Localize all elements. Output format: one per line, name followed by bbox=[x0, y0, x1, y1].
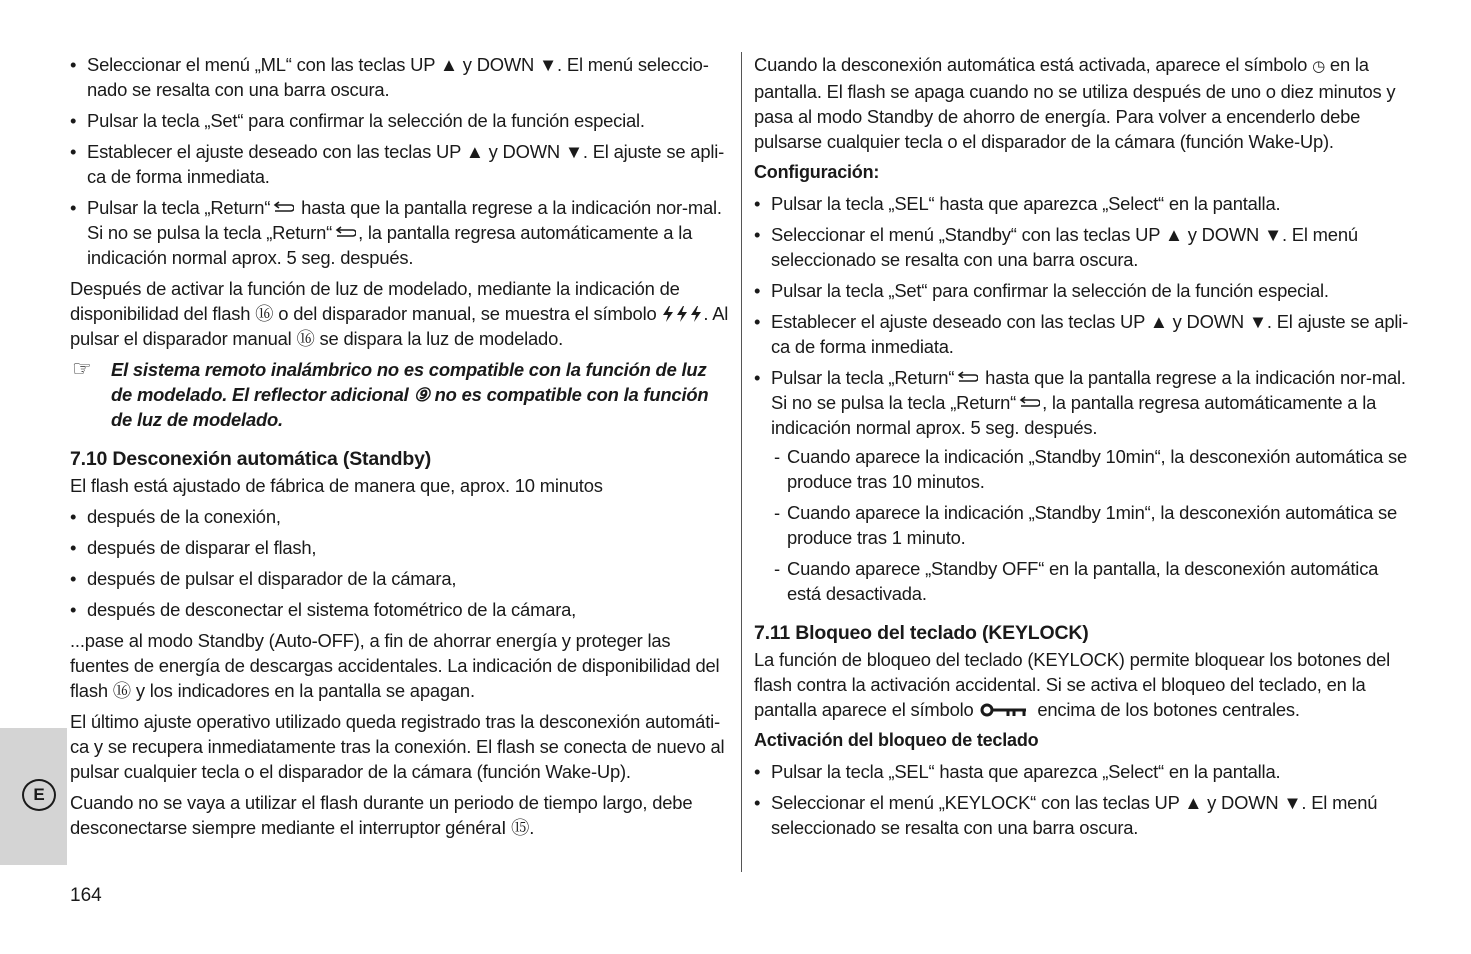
paragraph: Cuando no se vaya a utilizar el flash durante un periodo de tiempo largo, debe desconectarse siempre mediante el interruptor généraI ⑮. bbox=[70, 792, 693, 838]
section-heading-7-11: 7.11 Bloqueo del teclado (KEYLOCK) bbox=[754, 622, 1089, 644]
list-item: • Establecer el ajuste deseado con las teclas UP ▲ y DOWN ▼. El ajuste se apli-ca de forma inmediata. bbox=[754, 309, 1416, 359]
keylock-activation-heading: Activación del bloqueo de teclado bbox=[754, 730, 1039, 750]
paragraph: Cuando la desconexión automática está activada, aparece el símbolo ◷ en la pantalla. El flash se apaga cuando no se utiliza después de uno o diez minutos y pasa al modo Standby de ahorro de energía. Para volver a encenderlo debe pulsarse cualquier tecla o el disparador de la cámara (función Wake-Up). bbox=[754, 54, 1396, 152]
configuration-heading: Configuración: bbox=[754, 162, 880, 182]
paragraph: La función de bloqueo del teclado (KEYLOCK) permite bloquear los botones del flash contra la activación accidental. Si se activa el bloqueo del teclado, en la pantalla aparece el símbolo encima de los botones centrales. bbox=[754, 649, 1391, 720]
list-item: • después de la conexión, bbox=[70, 504, 730, 529]
conditions-list bbox=[70, 504, 730, 622]
list-item: • después de pulsar el disparador de la cámara, bbox=[70, 566, 730, 591]
note-text: El sistema remoto inalámbrico no es compatible con la función de luz de modelado. El reflector adicional ⑨ no es compatible con la función de luz de modelado. bbox=[111, 359, 709, 430]
modeling-light-paragraph: Después de activar la función de luz de modelado, mediante la indicación de disponibilidad del flash ⑯ o del disparador manual, se muestra el símbolo . Al pulsar el disparador manual ⑯ se dispara la luz de modelado. bbox=[70, 278, 729, 349]
list-item: • Pulsar la tecla „SEL“ hasta que aparezca „Select“ en la pantalla. bbox=[754, 191, 1416, 216]
page-number: 164 bbox=[70, 885, 102, 906]
return-icon bbox=[334, 226, 356, 240]
standby-clock-icon: ◷ bbox=[1312, 57, 1325, 75]
ml-steps-list bbox=[70, 52, 730, 270]
list-item: • Pulsar la tecla „SEL“ hasta que aparezca „Select“ en la pantalla. bbox=[754, 759, 1416, 784]
flash-icon bbox=[661, 306, 675, 322]
list-item: • Pulsar la tecla „Return“ hasta que la pantalla regrese a la indicación nor-mal. Si no se pulsa la tecla „Return“ , la pantalla regresa automáticamente a la indicación normal aprox. 5 seg. después. bbox=[70, 195, 730, 270]
right-column bbox=[754, 52, 1416, 846]
paragraph: El flash está ajustado de fábrica de manera que, aprox. 10 minutos bbox=[70, 475, 603, 496]
list-item: - Cuando aparece „Standby OFF“ en la pantalla, la desconexión automática está desactivada. bbox=[754, 556, 1416, 606]
standby-steps-list bbox=[754, 191, 1416, 440]
paragraph: El último ajuste operativo utilizado queda registrado tras la desconexión automáti-ca y se recupera inmediatamente tras la conexión. El flash se conecta de nuevo al pulsar cualquier tecla o el disparador de la cámara (función Wake-Up). bbox=[70, 711, 725, 782]
list-item: • Pulsar la tecla „Set“ para confirmar la selección de la función especial. bbox=[70, 108, 730, 133]
column-divider bbox=[741, 52, 742, 872]
list-item: • Pulsar la tecla „Set“ para confirmar la selección de la función especial. bbox=[754, 278, 1416, 303]
paragraph: ...pase al modo Standby (Auto-OFF), a fin de ahorrar energía y proteger las fuentes de energía de descargas accidentales. La indicación de disponibilidad del flash ⑯ y los indicadores en la pantalla se apagan. bbox=[70, 630, 720, 701]
return-icon bbox=[272, 201, 294, 215]
section-heading-7-10: 7.10 Desconexión automática (Standby) bbox=[70, 448, 432, 470]
list-item: • Seleccionar el menú „ML“ con las teclas UP ▲ y DOWN ▼. El menú seleccio- nado se resalta con una barra oscura. bbox=[70, 52, 730, 102]
list-item: • después de desconectar el sistema fotométrico de la cámara, bbox=[70, 597, 730, 622]
list-item: • Seleccionar el menú „KEYLOCK“ con las teclas UP ▲ y DOWN ▼. El menú seleccionado se resalta con una barra oscura. bbox=[754, 790, 1416, 840]
list-item: - Cuando aparece la indicación „Standby 10min“, la desconexión automática se produce tras 10 minutos. bbox=[754, 444, 1416, 494]
flash-icon bbox=[689, 306, 703, 322]
pointing-hand-icon: ☞ bbox=[72, 356, 92, 381]
language-badge: E bbox=[22, 779, 56, 811]
list-item: - Cuando aparece la indicación „Standby 1min“, la desconexión automática se produce tras 1 minuto. bbox=[754, 500, 1416, 550]
note bbox=[70, 357, 730, 432]
standby-options-list bbox=[754, 444, 1416, 606]
keylock-steps-list bbox=[754, 759, 1416, 840]
list-item: • Seleccionar el menú „Standby“ con las teclas UP ▲ y DOWN ▼. El menú seleccionado se resalta con una barra oscura. bbox=[754, 222, 1416, 272]
key-icon bbox=[980, 702, 1030, 718]
list-item: • Pulsar la tecla „Return“ hasta que la pantalla regrese a la indicación nor-mal. Si no se pulsa la tecla „Return“ , la pantalla regresa automáticamente a la indicación normal aprox. 5 seg. después. bbox=[754, 365, 1416, 440]
return-icon bbox=[1018, 396, 1040, 410]
flash-icon bbox=[675, 306, 689, 322]
return-icon bbox=[956, 371, 978, 385]
list-item: • Establecer el ajuste deseado con las teclas UP ▲ y DOWN ▼. El ajuste se apli-ca de forma inmediata. bbox=[70, 139, 730, 189]
left-column bbox=[70, 52, 730, 846]
list-item: • después de disparar el flash, bbox=[70, 535, 730, 560]
